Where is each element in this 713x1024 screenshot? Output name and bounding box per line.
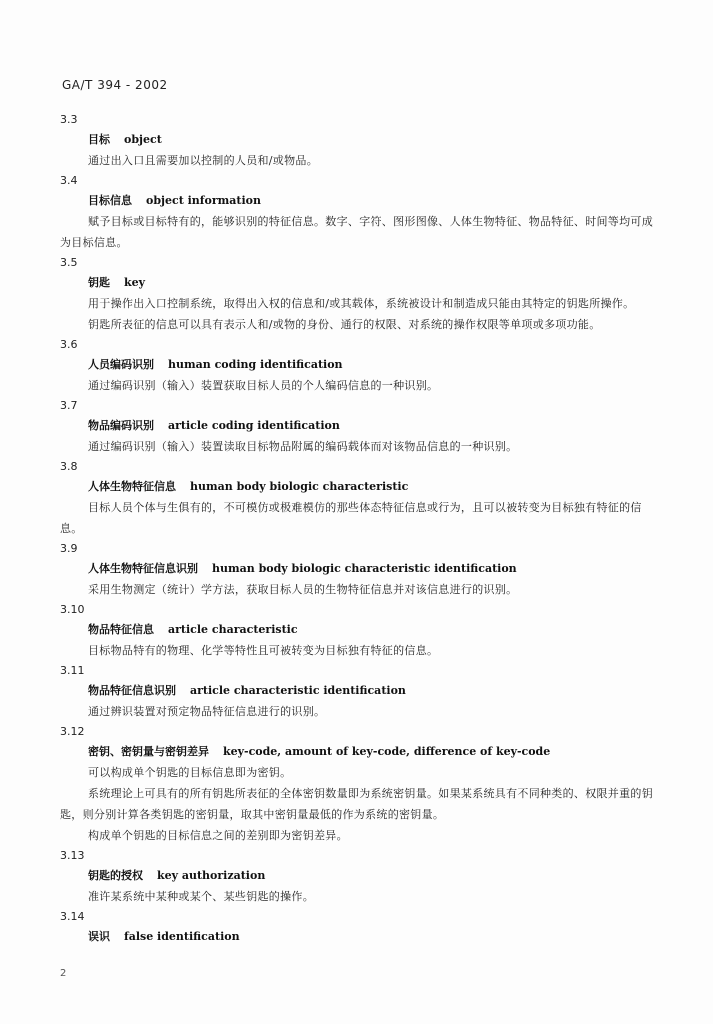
term-chinese: 物品特征信息识别 xyxy=(88,684,176,697)
term-heading xyxy=(60,130,656,150)
term-heading xyxy=(60,416,656,436)
term-heading xyxy=(60,559,656,579)
definition-text: 用于操作出入口控制系统，取得出入权的信息和/或其载体，系统被设计和制造成只能由其特定的钥匙所操作。 xyxy=(88,297,635,310)
term-english: object information xyxy=(146,194,262,207)
term-heading xyxy=(60,273,656,293)
term-chinese: 人员编码识别 xyxy=(88,358,154,371)
definition-text: 通过辨识装置对预定物品特征信息进行的识别。 xyxy=(88,705,326,718)
definition-text: 系统理论上可具有的所有钥匙所表征的全体密钥数量即为系统密钥量。如果某系统具有不同种类的、权限并重的钥匙，则分别计算各类钥匙的密钥量，取其中密钥量最低的作为系统的密钥量。 xyxy=(60,787,653,821)
term-english: key authorization xyxy=(157,869,266,882)
section-number: 3.12 xyxy=(60,725,85,738)
definition-entry xyxy=(60,907,656,947)
definition-text: 准许某系统中某种或某个、某些钥匙的操作。 xyxy=(88,890,314,903)
term-chinese: 密钥、密钥量与密钥差异 xyxy=(88,745,209,758)
term-heading xyxy=(60,681,656,701)
term-heading xyxy=(60,477,656,497)
term-chinese: 人体生物特征信息识别 xyxy=(88,562,198,575)
definition-text: 构成单个钥匙的目标信息之间的差别即为密钥差异。 xyxy=(88,829,348,842)
term-chinese: 人体生物特征信息 xyxy=(88,480,176,493)
term-english: key xyxy=(124,276,146,289)
definition-text: 目标人员个体与生俱有的，不可模仿或极难模仿的那些体态特征信息或行为，且可以被转变为目标独有特征的信息。 xyxy=(60,501,642,535)
term-english: article characteristic identification xyxy=(190,684,406,697)
term-english: object xyxy=(124,133,162,146)
term-heading xyxy=(60,620,656,640)
definition-entry xyxy=(60,110,656,171)
term-english: human body biologic characteristic identification xyxy=(212,562,517,575)
term-heading xyxy=(60,742,656,762)
term-chinese: 钥匙 xyxy=(88,276,110,289)
term-heading xyxy=(60,927,656,947)
section-number: 3.5 xyxy=(60,256,78,269)
section-number: 3.4 xyxy=(60,174,78,187)
definition-entry xyxy=(60,846,656,907)
definition-entry xyxy=(60,722,656,846)
term-english: false identification xyxy=(124,930,240,943)
term-english: article characteristic xyxy=(168,623,298,636)
section-number: 3.11 xyxy=(60,664,85,677)
page-number: 2 xyxy=(60,968,67,979)
term-heading xyxy=(60,866,656,886)
definition-text: 通过编码识别（输入）装置获取目标人员的个人编码信息的一种识别。 xyxy=(88,379,439,392)
section-number: 3.13 xyxy=(60,849,85,862)
definition-entry xyxy=(60,539,656,600)
definition-entry xyxy=(60,171,656,253)
section-number: 3.14 xyxy=(60,910,85,923)
definition-entry xyxy=(60,661,656,722)
term-chinese: 目标 xyxy=(88,133,110,146)
definition-text: 通过出入口且需要加以控制的人员和/或物品。 xyxy=(88,154,319,167)
definition-text: 采用生物测定（统计）学方法，获取目标人员的生物特征信息并对该信息进行的识别。 xyxy=(88,583,518,596)
term-english: key-code, amount of key-code, difference of key-code xyxy=(223,745,551,758)
term-english: human body biologic characteristic xyxy=(190,480,409,493)
term-english: article coding identification xyxy=(168,419,340,432)
definition-entry xyxy=(60,253,656,335)
section-number: 3.9 xyxy=(60,542,78,555)
definition-entry xyxy=(60,457,656,539)
term-chinese: 钥匙的授权 xyxy=(88,869,143,882)
term-heading xyxy=(60,191,656,211)
term-chinese: 物品特征信息 xyxy=(88,623,154,636)
term-chinese: 误识 xyxy=(88,930,110,943)
standard-code-header: GA/T 394 - 2002 xyxy=(62,78,168,92)
definitions-list xyxy=(60,110,656,947)
section-number: 3.6 xyxy=(60,338,78,351)
term-english: human coding identification xyxy=(168,358,343,371)
term-chinese: 物品编码识别 xyxy=(88,419,154,432)
definition-entry xyxy=(60,396,656,457)
section-number: 3.8 xyxy=(60,460,78,473)
section-number: 3.7 xyxy=(60,399,78,412)
term-heading xyxy=(60,355,656,375)
definition-text: 钥匙所表征的信息可以具有表示人和/或物的身份、通行的权限、对系统的操作权限等单项或多项功能。 xyxy=(88,318,601,331)
definition-text: 赋予目标或目标特有的，能够识别的特征信息。数字、字符、图形图像、人体生物特征、物品特征、时间等均可成为目标信息。 xyxy=(60,215,653,249)
definition-entry xyxy=(60,335,656,396)
section-number: 3.3 xyxy=(60,113,78,126)
definition-text: 可以构成单个钥匙的目标信息即为密钥。 xyxy=(88,766,292,779)
definition-entry xyxy=(60,600,656,661)
definition-text: 目标物品特有的物理、化学等特性且可被转变为目标独有特征的信息。 xyxy=(88,644,439,657)
definition-text: 通过编码识别（输入）装置读取目标物品附属的编码载体而对该物品信息的一种识别。 xyxy=(88,440,518,453)
section-number: 3.10 xyxy=(60,603,85,616)
term-chinese: 目标信息 xyxy=(88,194,132,207)
